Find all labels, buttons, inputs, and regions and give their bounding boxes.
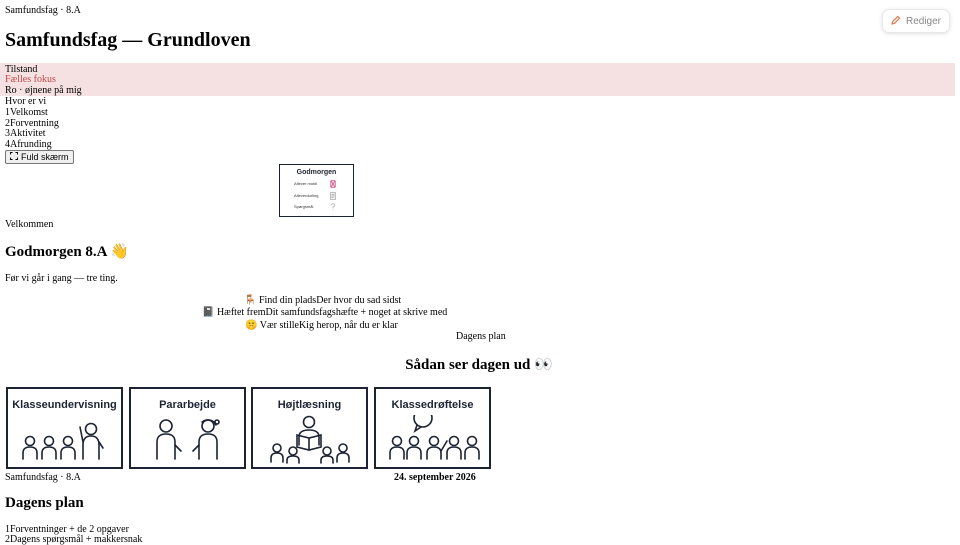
card-label: Klasseundervisning <box>12 399 117 411</box>
card-pair-work[interactable] <box>129 387 246 469</box>
pencil-icon <box>891 15 901 28</box>
class-discussion-icon <box>376 415 489 467</box>
step-2[interactable]: 2Forventning <box>5 118 59 129</box>
fullscreen-button[interactable] <box>5 150 74 164</box>
welcome-label: Velkommen <box>5 219 54 230</box>
footer-breadcrumb: Samfundsfag · 8.A <box>5 472 81 483</box>
plan-heading: Dagens plan <box>5 495 84 511</box>
class-teaching-icon <box>8 415 121 467</box>
fullscreen-label: Fuld skærm <box>21 152 69 162</box>
card-reading-aloud[interactable] <box>251 387 368 469</box>
state-rest: Ro · øjnene på mig <box>5 85 82 96</box>
notebook-icon: 📓 <box>202 307 215 318</box>
card-label: Pararbejde <box>159 399 216 411</box>
where-label: Hvor er vi <box>5 96 47 107</box>
page-title: Samfundsfag — Grundloven <box>5 29 251 51</box>
thumbnail-row: Spørgsmål <box>294 204 314 209</box>
card-class-discussion[interactable] <box>374 387 491 469</box>
greeting-heading: Godmorgen 8.A 👋 <box>5 244 130 260</box>
card-class-teaching[interactable] <box>6 387 123 469</box>
card-label: Klassedrøftelse <box>391 399 474 411</box>
thumbnail-row: Aflever mobil <box>294 181 318 186</box>
thumbnail-title: Godmorgen <box>296 169 337 176</box>
thumbnail-row: Afleverdurling <box>294 193 319 198</box>
day-plan-title: Sådan ser dagen ud 👀 <box>405 357 553 373</box>
shush-icon: 🤫 <box>245 320 258 331</box>
reading-aloud-icon <box>253 415 366 467</box>
document-icon <box>330 192 336 198</box>
state-label: Tilstand <box>5 64 38 75</box>
chair-icon: 🪑 <box>244 295 257 306</box>
card-label: Højtlæsning <box>277 399 342 411</box>
intro-text: Før vi går i gang — tre ting. <box>5 273 118 284</box>
edit-button[interactable] <box>882 9 950 33</box>
task-notebook: 📓 Hæftet fremDit samfundsfagshæfte + noget at skrive med <box>202 307 448 318</box>
state-focus: Fælles fokus <box>5 74 56 85</box>
plan-item-2: 2Dagens spørgsmål + makkersnak <box>5 534 143 545</box>
edit-button-label: Rediger <box>905 15 942 27</box>
pair-work-icon <box>131 415 244 467</box>
task-be-quiet: 🤫 Vær stilleKig herop, når du er klar <box>245 320 398 331</box>
step-1[interactable]: 1Velkomst <box>5 107 48 118</box>
state-band <box>0 63 955 96</box>
step-4[interactable]: 4Afrunding <box>5 139 52 150</box>
question-icon <box>330 203 336 209</box>
expand-icon <box>10 152 18 162</box>
slide-thumbnail[interactable] <box>279 164 354 217</box>
day-plan-label: Dagens plan <box>456 331 506 342</box>
breadcrumb: Samfundsfag · 8.A <box>5 5 81 16</box>
date-label: 24. september 2026 <box>394 472 476 483</box>
plan-item-1: 1Forventninger + de 2 opgaver <box>5 524 129 535</box>
task-find-seat: 🪑 Find din pladsDer hvor du sad sidst <box>244 295 402 306</box>
step-3[interactable]: 3Aktivitet <box>5 128 46 139</box>
phone-crossed-icon <box>330 180 336 186</box>
